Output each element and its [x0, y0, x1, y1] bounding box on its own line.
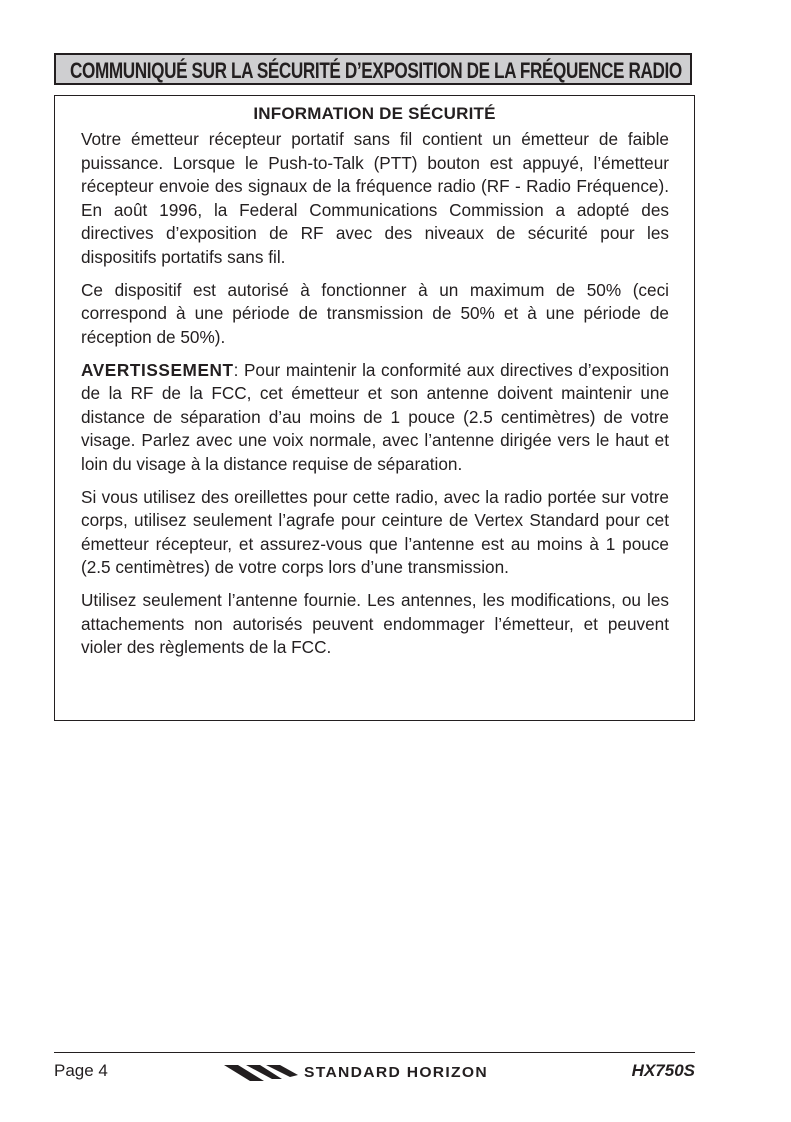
footer-divider [54, 1052, 695, 1053]
paragraph-duty-cycle: Ce dispositif est autorisé à fonctionner à un maximum de 50% (ceci correspond à une période de transmission de 50% et à une période de réception de 50%). [81, 279, 669, 347]
section-header-bar [54, 53, 692, 85]
paragraph-intro: Votre émetteur récepteur portatif sans fil contient un émetteur de faible puissance. Lorsque le Push-to-Talk (PTT) bouton est appuyé, l’émetteur récepteur envoie des signaux de la fréquence radio (RF - Radio Fréquence). En août 1996, la Federal Communications Commission a adopté des directives d’exposition de RF avec des niveaux de sécurité pour les dispositifs portatifs sans fil. [81, 129, 669, 267]
paragraph-antenna: Utilisez seulement l’antenne fournie. Les antennes, les modifications, ou les attachements non autorisés peuvent endommager l’émetteur, et peuvent violer des règlements de la FCC. [81, 590, 669, 657]
warning-label: AVERTISSEMENT [81, 359, 234, 380]
paragraph-body-worn: Si vous utilisez des oreillettes pour cette radio, avec la radio portée sur votre corps, utilisez seulement l’agrafe pour ceinture de Vertex Standard pour cet émetteur récepteur, et assurez-vous que l’antenne est au moins à 1 pouce (2.5 centimètres) de votre corps lors d’une transmission. [81, 486, 669, 577]
paragraph-warning [81, 359, 669, 477]
page-number: Page 4 [54, 1061, 108, 1080]
brand-name: STANDARD HORIZON [304, 1065, 489, 1081]
warning-text: : Pour maintenir la conformité aux directives d’exposition de la RF de la FCC, cet émetteur et son antenne doivent maintenir une distance de séparation d’au moins de 1 pouce (2.5 centimètres) de votre visage. Parlez avec une voix normale, avec l’antenne dirigée vers le haut et loin du visage à la distance requise de séparation. [81, 359, 669, 474]
info-heading: INFORMATION DE SÉCURITÉ [253, 104, 496, 123]
safety-info-box [54, 95, 695, 721]
info-body [81, 128, 669, 669]
section-title: COMMUNIQUÉ SUR LA SÉCURITÉ D’EXPOSITION DE LA FRÉQUENCE RADIO [70, 58, 682, 83]
brand-mark [224, 1062, 489, 1084]
standard-horizon-logo-icon [224, 1063, 298, 1083]
model-number: HX750S [631, 1061, 695, 1080]
